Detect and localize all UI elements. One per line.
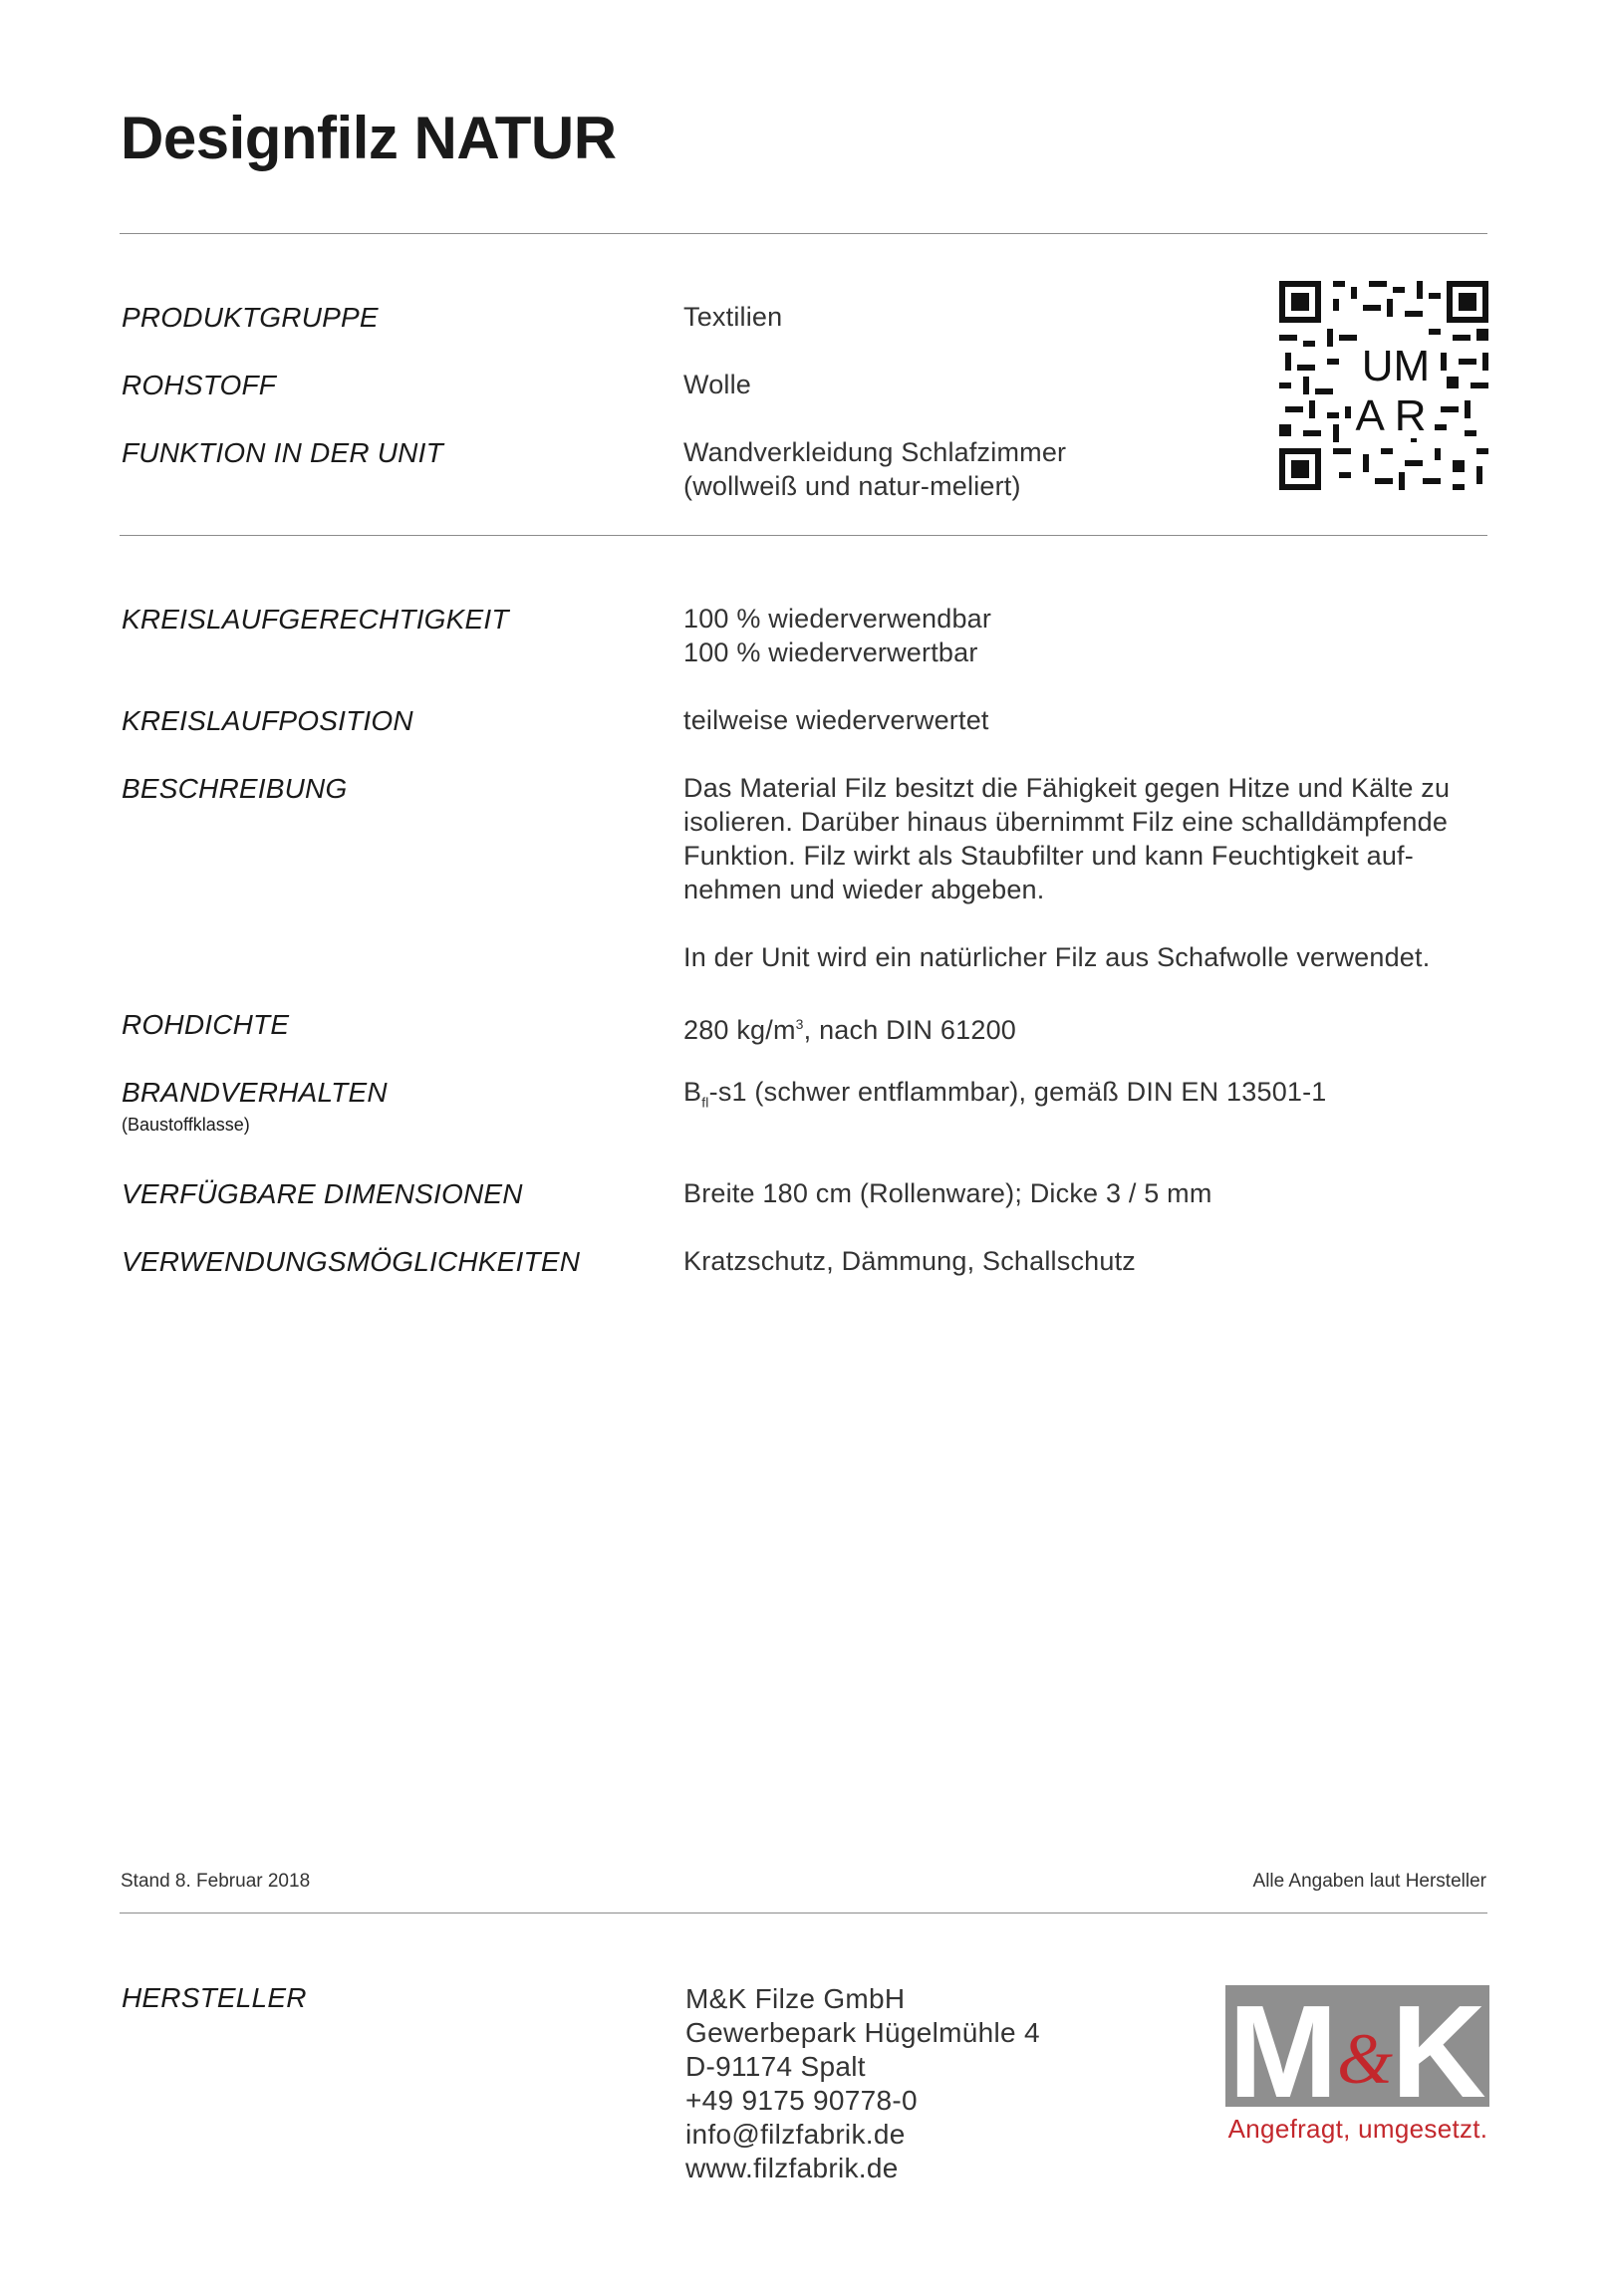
page-title: Designfilz NATUR	[121, 105, 617, 171]
logo-letter-k: K	[1391, 1985, 1486, 2125]
hersteller-email: info@filzfabrik.de	[685, 2119, 906, 2150]
qr-code-text-1: UM	[1361, 342, 1431, 390]
value-funktion-line1: Wandverkleidung Schlafzimmer	[683, 437, 1067, 467]
stand-date: Stand 8. Februar 2018	[121, 1871, 311, 1892]
beschreibung-line1: Das Material Filz besitzt die Fähigkeit gegen Hitze und Kälte zu	[683, 773, 1451, 803]
label-hersteller: HERSTELLER	[122, 1982, 307, 2013]
label-brandverhalten: BRANDVERHALTEN	[122, 1077, 388, 1108]
label-dimensionen: VERFÜGBARE DIMENSIONEN	[122, 1178, 523, 1209]
value-verwendung: Kratzschutz, Dämmung, Schallschutz	[683, 1246, 1136, 1276]
label-rohstoff: ROHSTOFF	[122, 370, 277, 400]
rohdichte-norm: , nach DIN 61200	[803, 1015, 1017, 1045]
value-rohstoff: Wolle	[683, 370, 752, 399]
value-dimensionen: Breite 180 cm (Rollenware); Dicke 3 / 5 mm	[683, 1178, 1212, 1208]
value-funktion	[683, 435, 1066, 503]
logo-ampersand: &	[1336, 2019, 1394, 2099]
label-beschreibung: BESCHREIBUNG	[122, 773, 348, 804]
hersteller-name: M&K Filze GmbH	[685, 1983, 906, 2014]
value-funktion-line2: (wollweiß und natur-meliert)	[683, 471, 1021, 501]
beschreibung-line5: In der Unit wird ein natürlicher Filz aus Schafwolle verwendet.	[683, 942, 1431, 972]
beschreibung-line3: Funktion. Filz wirkt als Staubfilter und kann Feuchtigkeit auf-	[683, 841, 1414, 871]
hersteller-website: www.filzfabrik.de	[685, 2153, 899, 2183]
brandverhalten-subscript: fl	[701, 1094, 709, 1111]
value-kreislaufgerechtigkeit-line2: 100 % wiederverwertbar	[683, 638, 978, 667]
hersteller-street: Gewerbepark Hügelmühle 4	[685, 2017, 1040, 2048]
hersteller-address	[685, 1982, 1040, 2185]
label-funktion: FUNKTION IN DER UNIT	[122, 437, 443, 468]
qr-code	[1279, 281, 1488, 490]
label-kreislaufgerechtigkeit: KREISLAUFGERECHTIGKEIT	[122, 604, 509, 635]
beschreibung-line2: isolieren. Darüber hinaus übernimmt Filz eine schalldämpfende	[683, 807, 1449, 837]
value-kreislaufgerechtigkeit-line1: 100 % wiederverwendbar	[683, 604, 992, 634]
value-kreislaufposition: teilweise wiederverwertet	[683, 705, 989, 735]
beschreibung-line4: nehmen und wieder abgeben.	[683, 875, 1045, 904]
rohdichte-superscript: 3	[795, 1016, 804, 1032]
sublabel-baustoffklasse: (Baustoffklasse)	[122, 1115, 250, 1135]
hersteller-hinweis: Alle Angaben laut Hersteller	[1252, 1871, 1486, 1892]
hersteller-phone: +49 9175 90778-0	[685, 2085, 918, 2116]
value-brandverhalten	[683, 1075, 1327, 1119]
brandverhalten-class: B	[683, 1077, 702, 1107]
divider	[120, 535, 1487, 536]
label-verwendung: VERWENDUNGSMÖGLICHKEITEN	[122, 1246, 581, 1277]
value-produktgruppe: Textilien	[683, 302, 783, 332]
value-rohdichte	[683, 1007, 1016, 1047]
value-beschreibung	[683, 771, 1450, 974]
value-kreislaufgerechtigkeit	[683, 602, 991, 669]
label-rohdichte: ROHDICHTE	[122, 1009, 290, 1040]
qr-code-text-2: AR	[1355, 391, 1437, 440]
label-produktgruppe: PRODUKTGRUPPE	[122, 302, 379, 333]
divider	[120, 233, 1487, 234]
logo-tagline: Angefragt, umgesetzt.	[1227, 2114, 1488, 2144]
brandverhalten-text: -s1 (schwer entflammbar), gemäß DIN EN 13501-1	[708, 1077, 1327, 1107]
logo-letter-m: M	[1228, 1985, 1338, 2125]
rohdichte-value: 280 kg/m	[683, 1015, 796, 1045]
hersteller-city: D-91174 Spalt	[685, 2051, 866, 2082]
label-kreislaufposition: KREISLAUFPOSITION	[122, 705, 413, 736]
